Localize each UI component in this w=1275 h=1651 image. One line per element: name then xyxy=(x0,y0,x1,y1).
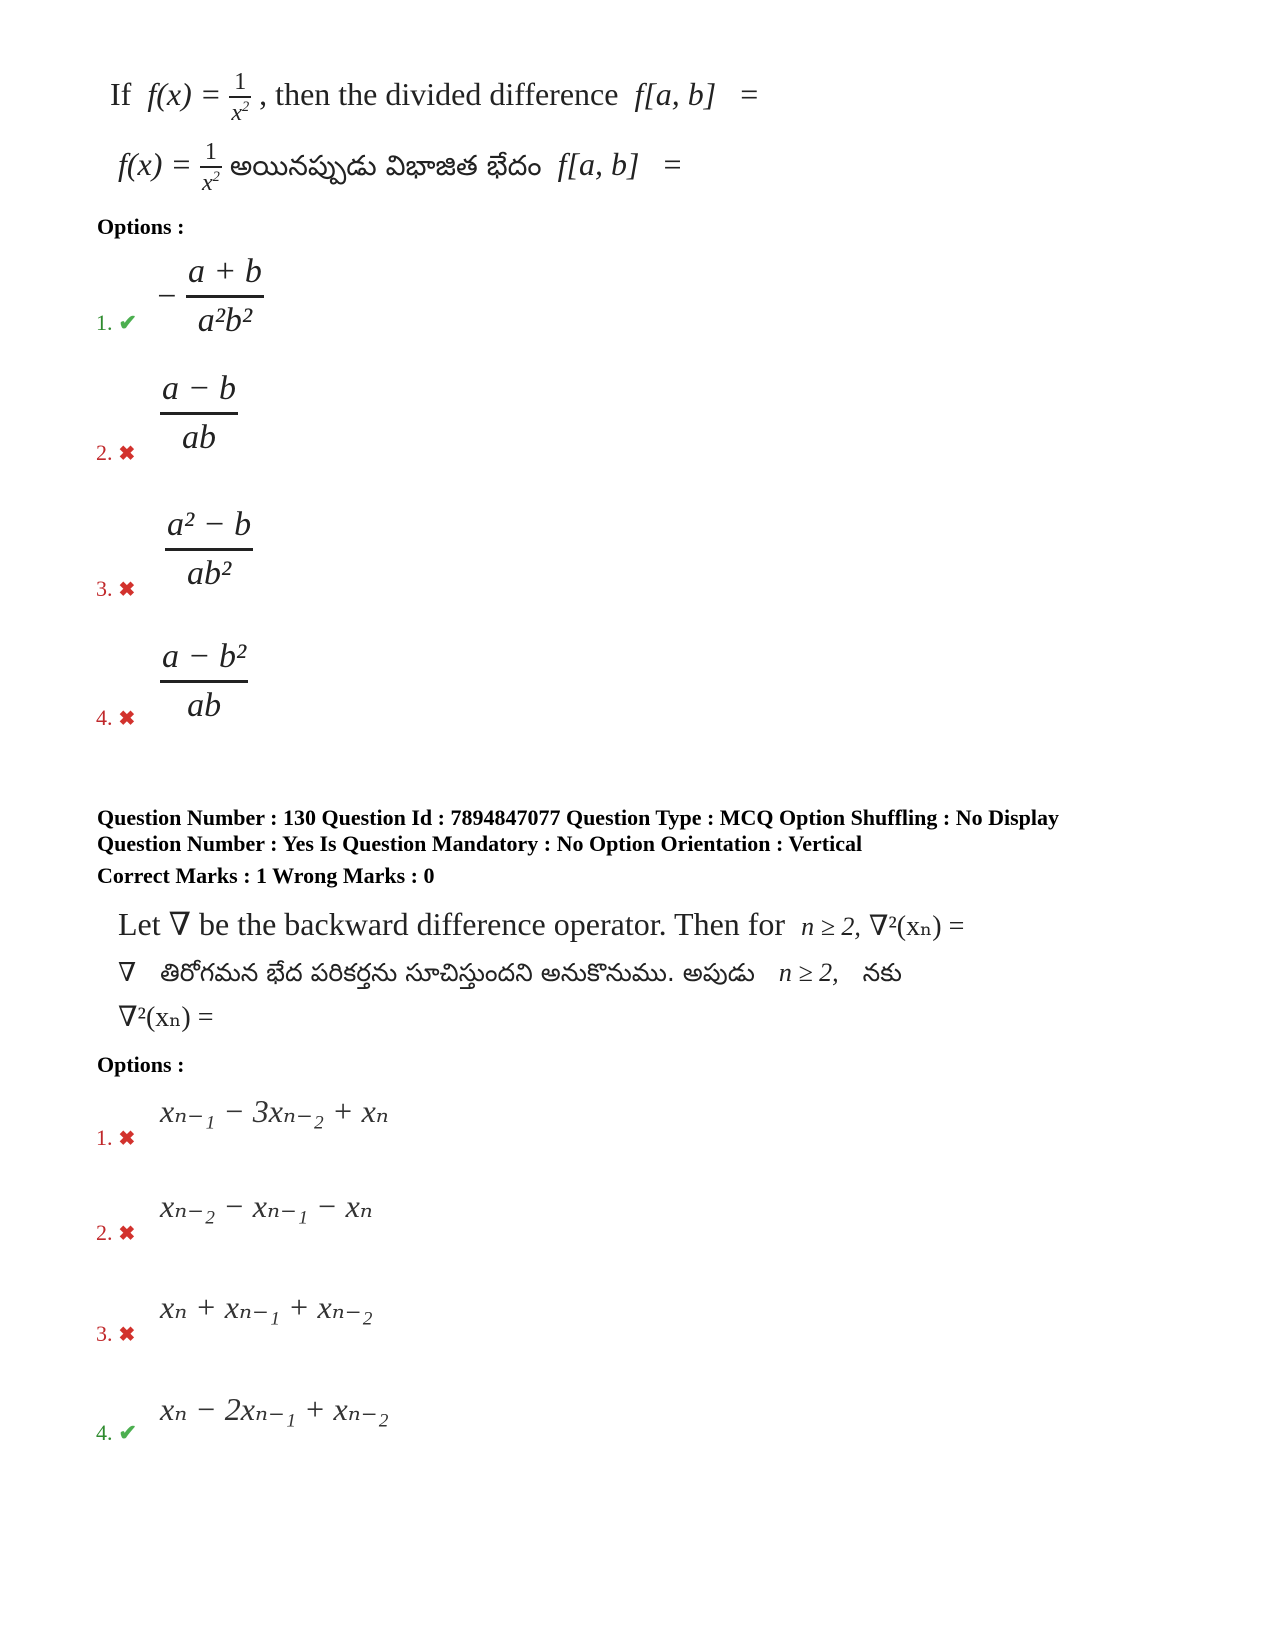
stem-prefix: If xyxy=(110,75,132,112)
den-base: x xyxy=(202,170,213,196)
option-number: 2. xyxy=(96,1220,113,1245)
option-number: 1. xyxy=(96,1125,113,1150)
option-fraction xyxy=(160,372,238,455)
check-icon: ✔ xyxy=(118,310,137,335)
option-number: 2. xyxy=(96,440,113,465)
condition: n ≥ 2, xyxy=(778,958,839,987)
option-number: 4. xyxy=(96,705,113,730)
check-icon: ✔ xyxy=(118,1420,137,1445)
options-label: Options : xyxy=(97,1052,185,1077)
telugu-suffix: నకు xyxy=(862,958,902,987)
den-exponent: 2 xyxy=(212,169,220,185)
option-4-expression xyxy=(160,640,248,723)
telugu-text: అయినప్పుడు విభాజిత భేదం xyxy=(229,148,542,182)
stem-suffix: , then the divided difference xyxy=(259,75,619,112)
q129-english-stem xyxy=(110,70,758,125)
q130-english-stem xyxy=(118,905,964,943)
q129-telugu-stem xyxy=(118,140,681,195)
option-3-expression xyxy=(165,508,253,591)
cross-icon: ✖ xyxy=(118,1323,136,1346)
option-4-marker xyxy=(96,1420,137,1446)
option-2-expression: xₙ₋₂ − xₙ₋₁ − xₙ xyxy=(160,1188,373,1224)
option-1-expression xyxy=(155,255,264,338)
option-2-marker xyxy=(96,1220,135,1246)
nabla-symbol: ∇ xyxy=(118,958,137,987)
option-4-marker xyxy=(96,705,135,731)
option-3-marker xyxy=(96,1321,135,1347)
option-1-marker xyxy=(96,1125,135,1151)
divided-difference: f[a, b] xyxy=(557,145,640,182)
fraction-numerator: a − b² xyxy=(162,638,247,675)
fraction-numerator: 1 xyxy=(204,139,217,165)
cross-icon: ✖ xyxy=(118,578,136,601)
cross-icon: ✖ xyxy=(118,1222,136,1245)
fraction-numerator: a² − b xyxy=(167,506,252,543)
equals-sign: = xyxy=(740,75,759,112)
operator-lhs: ∇²(xₙ) = xyxy=(868,911,965,942)
option-3-marker xyxy=(96,576,135,602)
cross-icon: ✖ xyxy=(118,707,136,730)
fraction-denominator: a²b² xyxy=(197,302,253,339)
option-number: 3. xyxy=(96,576,113,601)
divided-difference: f[a, b] xyxy=(634,75,717,112)
function-fraction xyxy=(229,70,251,125)
option-4-expression: xₙ − 2xₙ₋₁ + xₙ₋₂ xyxy=(160,1391,389,1427)
fraction-denominator: ab xyxy=(181,419,216,456)
fraction-numerator: 1 xyxy=(234,69,247,95)
stem-text: Let ∇ be the backward difference operator. Then for xyxy=(118,906,786,942)
fraction-numerator: a + b xyxy=(187,253,262,290)
equals-sign: = xyxy=(663,145,682,182)
option-2-expression xyxy=(160,372,238,455)
cross-icon: ✖ xyxy=(118,1127,136,1150)
option-1-expression: xₙ₋₁ − 3xₙ₋₂ + xₙ xyxy=(160,1093,389,1129)
cross-icon: ✖ xyxy=(118,442,136,465)
option-number: 3. xyxy=(96,1321,113,1346)
fraction-denominator: ab² xyxy=(186,555,232,592)
question-meta-line-1: Question Number : 130 Question Id : 7894847077 Question Type : MCQ Option Shuffling : No Display xyxy=(97,805,1060,830)
telugu-text: తిరోగమన భేద పరికర్తను సూచిస్తుందని అనుకొనుము. అపుడు xyxy=(160,958,755,987)
fraction-denominator: ab xyxy=(187,687,222,724)
fraction-denominator xyxy=(200,170,222,195)
minus-sign: − xyxy=(155,277,178,315)
option-fraction xyxy=(165,508,253,591)
function-lhs: f(x) = xyxy=(118,145,192,182)
option-2-marker xyxy=(96,440,135,466)
options-label: Options : xyxy=(97,214,185,239)
marks-line: Correct Marks : 1 Wrong Marks : 0 xyxy=(97,863,435,888)
option-1-marker xyxy=(96,310,137,336)
option-number: 4. xyxy=(96,1420,113,1445)
function-lhs: f(x) = xyxy=(147,75,222,112)
fraction-numerator: a − b xyxy=(162,370,236,407)
den-base: x xyxy=(231,100,242,126)
den-exponent: 2 xyxy=(241,99,250,115)
option-number: 1. xyxy=(96,310,113,335)
question-meta-line-2: Question Number : Yes Is Question Mandatory : No Option Orientation : Vertical xyxy=(97,831,863,856)
q130-telugu-stem xyxy=(118,952,902,994)
fraction-denominator xyxy=(229,100,251,125)
option-fraction xyxy=(186,255,264,338)
function-fraction xyxy=(200,140,222,195)
condition: n ≥ 2, xyxy=(801,912,861,941)
q130-telugu-lhs: ∇²(xₙ) = xyxy=(118,1002,214,1033)
option-3-expression: xₙ + xₙ₋₁ + xₙ₋₂ xyxy=(160,1289,373,1325)
option-fraction xyxy=(160,640,248,723)
